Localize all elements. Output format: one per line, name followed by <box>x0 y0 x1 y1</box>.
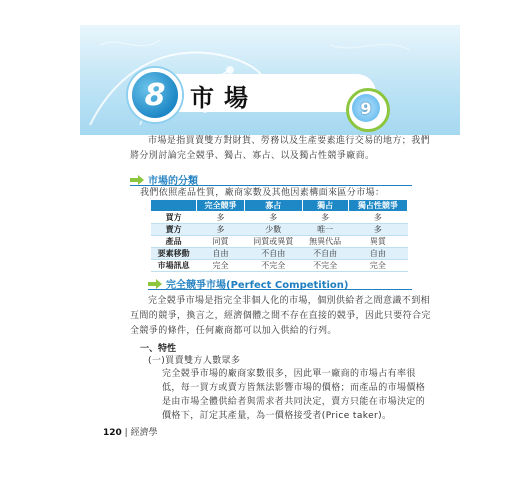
table-header-cell: 完全競爭 <box>197 200 245 212</box>
many-buyers-line-3: 是由市場全體供給者與需求者共同決定，賣方只能在市場決定的 <box>162 397 426 407</box>
chapter-number: 8 <box>128 68 182 122</box>
intro-line-1: 市場是指買賣雙方對財貨、勞務以及生產要素進行交易的地方；我們 <box>148 136 431 146</box>
table-cell: 異質 <box>348 236 407 248</box>
many-buyers-line-2: 低，每一買方或賣方皆無法影響市場的價格；而產品的市場價格 <box>162 383 426 393</box>
perfect-competition-line-2: 互間的競爭，換言之，經濟個體之間不存在直接的競爭，因此只要符合完 <box>130 311 431 321</box>
book-title: 經濟學 <box>130 428 158 438</box>
section-heading-label: 市場的分類 <box>148 176 198 187</box>
table-cell: 多 <box>197 224 245 236</box>
table-row <box>151 224 408 236</box>
table-cell: 買方 <box>151 212 197 224</box>
section-arrow-icon <box>148 279 162 289</box>
table-header-cell: 寡占 <box>244 200 302 212</box>
footer-divider: | <box>124 428 131 438</box>
table-cell: 唯一 <box>302 224 348 236</box>
many-buyers-line-1: 完全競爭市場的廠商家數很多，因此單一廠商的市場占有率很 <box>162 369 416 379</box>
table-cell: 同質 <box>197 236 245 248</box>
table-cell: 多 <box>348 224 407 236</box>
table-row <box>151 260 408 272</box>
table-cell: 少數 <box>244 224 302 236</box>
classification-desc: 我們依照產品性質，廠商家數及其他因素構面來區分市場： <box>140 188 385 198</box>
perfect-competition-line-3: 全競爭的條件，任何廠商都可以加入供給的行列。 <box>130 326 337 336</box>
badge-number-icon: 9 <box>352 94 380 122</box>
table-cell: 自由 <box>197 248 245 260</box>
table-cell: 產品 <box>151 236 197 248</box>
table-cell: 多 <box>244 212 302 224</box>
table-cell: 市場訊息 <box>151 260 197 272</box>
page-number: 120 <box>103 428 122 438</box>
table-cell: 同質或異質 <box>244 236 302 248</box>
table-cell: 賣方 <box>151 224 197 236</box>
table-cell: 要素移動 <box>151 248 197 260</box>
table-row <box>151 212 408 224</box>
section-arrow-icon <box>130 175 144 185</box>
table-cell: 不完全 <box>244 260 302 272</box>
subheading-characteristics: 一、特性 <box>140 344 177 354</box>
page-footer <box>103 425 158 438</box>
subheading-many-buyers-sellers: (一)買賣雙方人數眾多 <box>148 356 241 366</box>
table-cell: 完全 <box>348 260 407 272</box>
table-cell: 不自由 <box>302 248 348 260</box>
perfect-competition-line-1: 完全競爭市場是指完全非個人化的市場，個別供給者之間意識不到相 <box>148 296 431 306</box>
table-cell: 無異代品 <box>302 236 348 248</box>
table-cell: 多 <box>348 212 407 224</box>
table-cell: 多 <box>302 212 348 224</box>
market-table <box>150 199 408 272</box>
intro-line-2: 將分別討論完全競爭、獨占、寡占、以及獨占性競爭廠商。 <box>130 151 375 161</box>
table-header-cell <box>151 200 197 212</box>
table-header-cell: 獨占性競爭 <box>348 200 407 212</box>
chapter-title: 市場 <box>190 84 258 112</box>
section-divider <box>148 289 412 290</box>
section-heading-label: 完全競爭市場(Perfect Competition) <box>166 280 349 291</box>
table-cell: 不自由 <box>244 248 302 260</box>
table-cell: 不完全 <box>302 260 348 272</box>
table-header-cell: 獨占 <box>302 200 348 212</box>
many-buyers-line-4: 價格下，訂定其產量，為一價格接受者(Price taker)。 <box>162 411 392 421</box>
table-header-row <box>151 200 408 212</box>
table-cell: 完全 <box>197 260 245 272</box>
table-row <box>151 248 408 260</box>
table-cell: 自由 <box>348 248 407 260</box>
table-row <box>151 236 408 248</box>
table-cell: 多 <box>197 212 245 224</box>
